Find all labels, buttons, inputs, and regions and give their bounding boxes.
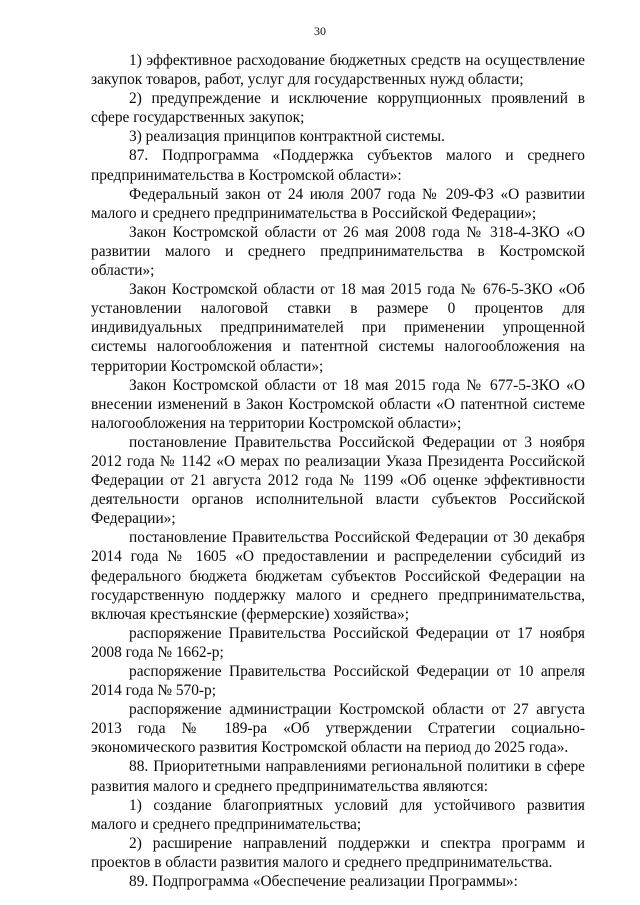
paragraph-anti-corruption: 2) предупреждение и исключение коррупционных проявлений в сфере государственных закупок; [91, 90, 585, 127]
paragraph-89-heading: 89. Подпрограмма «Обеспечение реализации Программы»: [129, 873, 518, 891]
paragraph-favorable-conditions: 1) создание благоприятных условий для устойчивого развития малого и среднего предпринимательства; [91, 796, 585, 833]
paragraph-law-677: Закон Костромской области от 18 мая 2015 года № 677-5-ЗКО «О внесении изменений в Закон Костромской области «О патентной системе налогообложения на территории Костромской области»; [91, 376, 585, 432]
paragraph-resolution-1605: постановление Правительства Российской Федерации от 30 декабря 2014 года № 1605 «О предоставлении и распределении субсидий из федерального бюджета бюджетам субъектов Российской Федерации на государственную поддержку малого и среднего предпринимательства, включая крестьянские (фермерские) хозяйства»; [91, 529, 585, 623]
page-number: 30 [314, 24, 326, 38]
paragraph-contract-system: 3) реализация принципов контрактной системы. [129, 128, 445, 146]
paragraph-order-570: распоряжение Правительства Российской Федерации от 10 апреля 2014 года № 570-р; [91, 663, 585, 700]
paragraph-federal-law-209: Федеральный закон от 24 июля 2007 года № 209-ФЗ «О развитии малого и среднего предпринимательства в Российской Федерации»; [91, 185, 585, 222]
paragraph-88-heading: 88. Приоритетными направлениями региональной политики в сфере развития малого и среднего предпринимательства являются: [91, 758, 585, 795]
paragraph-purchase-efficiency: 1) эффективное расходование бюджетных средств на осуществление закупок товаров, работ, услуг для государственных нужд области; [91, 52, 585, 89]
paragraph-law-676: Закон Костромской области от 18 мая 2015 года № 676-5-ЗКО «Об установлении налоговой ставки в размере 0 процентов для индивидуальных предпринимателей при применении упрощенной системы налогообложения и патентной системы налогообложения на территории Костромской области»; [91, 281, 585, 375]
paragraph-law-318: Закон Костромской области от 26 мая 2008 года № 318-4-ЗКО «О развитии малого и среднего предпринимательства в Костромской области»; [91, 223, 585, 280]
document-body [91, 51, 585, 891]
paragraph-support-expansion: 2) расширение направлений поддержки и спектра программ и проектов в области развития малого и среднего предпринимательства. [91, 834, 585, 871]
paragraph-resolution-1142: постановление Правительства Российской Федерации от 3 ноября 2012 года № 1142 «О мерах по реализации Указа Президента Российской Федерации от 21 августа 2012 года № 1199 «Об оценке эффективности деятельности органов исполнительной власти субъектов Российской Федерации»; [91, 433, 585, 528]
paragraph-order-189: распоряжение администрации Костромской области от 27 августа 2013 года № 189-ра «Об утверждении Стратегии социально-экономического развития Костромской области на период до 2025 года». [91, 701, 585, 757]
paragraph-87-heading: 87. Подпрограмма «Поддержка субъектов малого и среднего предпринимательства в Костромской области»: [91, 147, 585, 184]
paragraph-order-1662: распоряжение Правительства Российской Федерации от 17 ноября 2008 года № 1662-р; [91, 624, 585, 661]
